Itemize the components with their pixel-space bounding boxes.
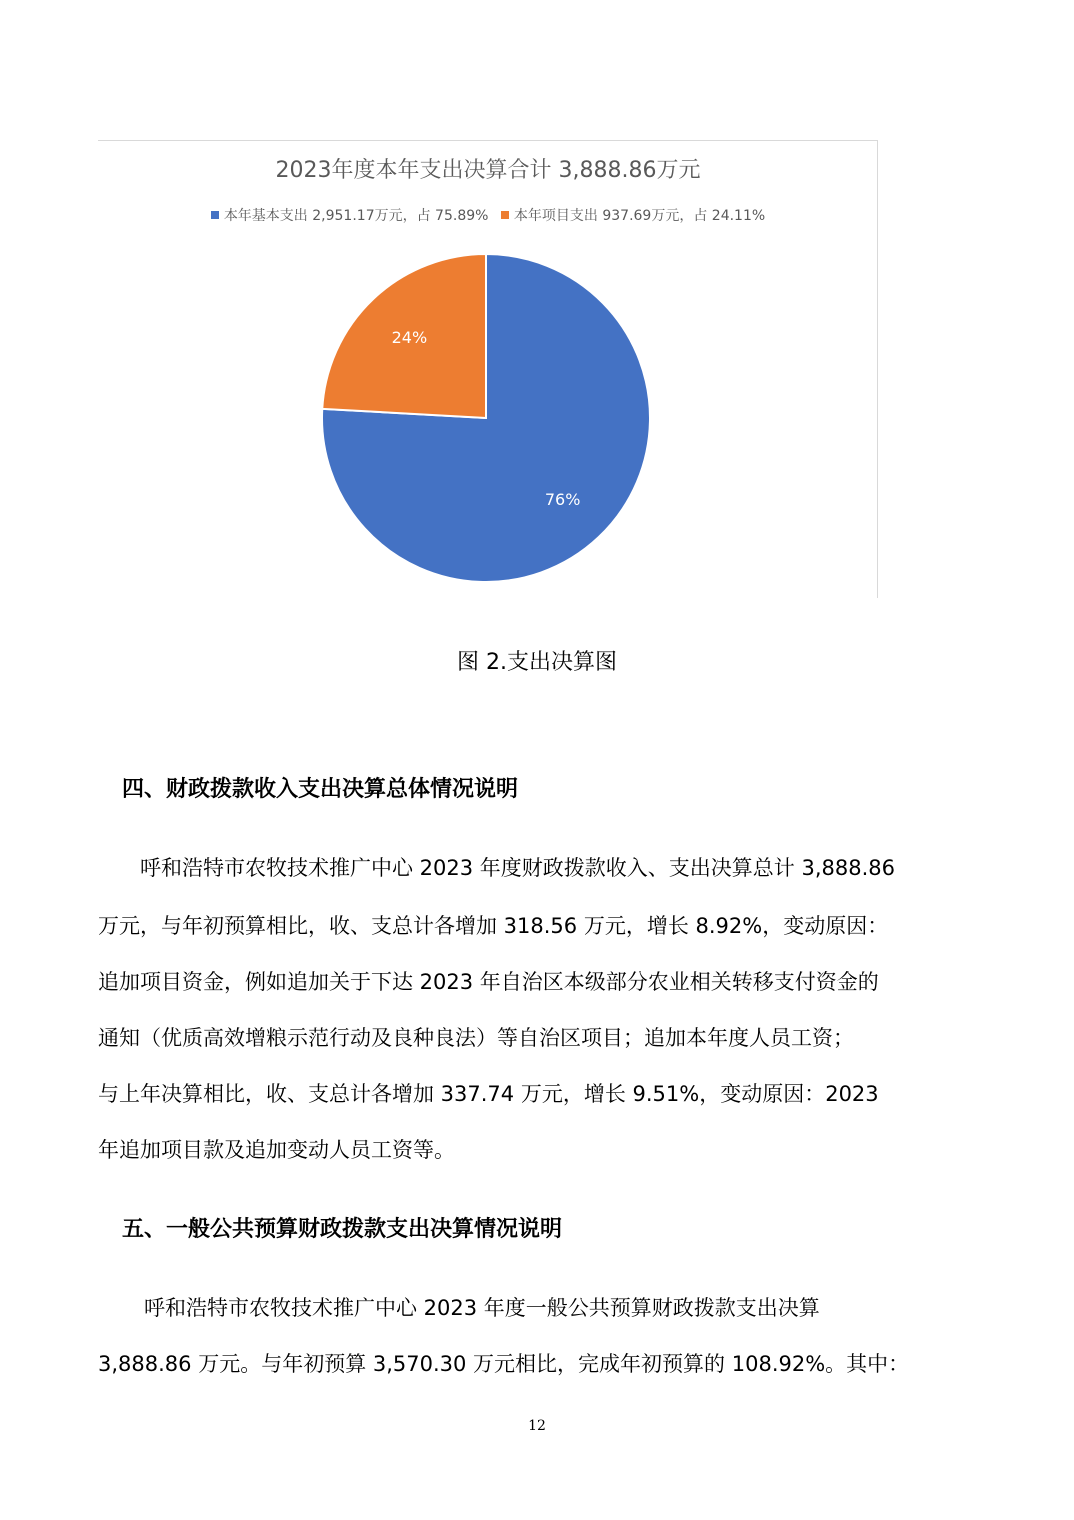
paragraph-line: 万元，与年初预算相比，收、支总计各增加 318.56 万元，增长 8.92%，变动原因： [98,914,889,938]
paragraph-line: 追加项目资金，例如追加关于下达 2023 年自治区本级部分农业相关转移支付资金的 [98,970,879,994]
paragraph-line: 呼和浩特市农牧技术推广中心 2023 年度一般公共预算财政拨款支出决算 [144,1296,820,1320]
legend-label-basic: 本年基本支出 2,951.17万元，占 75.89% [223,208,489,224]
section-heading-5: 五、一般公共预算财政拨款支出决算情况说明 [122,1217,563,1242]
legend-label-project: 本年项目支出 937.69万元，占 24.11% [513,208,766,224]
legend-swatch-basic [211,211,219,219]
chart-legend [98,205,878,225]
paragraph-line: 呼和浩特市农牧技术推广中心 2023 年度财政拨款收入、支出决算总计 3,888.86 [140,856,895,880]
legend-item-basic [211,205,489,225]
expenditure-pie-chart [98,140,878,598]
legend-item-project [501,205,765,225]
section-heading-4: 四、财政拨款收入支出决算总体情况说明 [122,777,519,802]
legend-swatch-project [501,211,509,219]
page-number: 12 [528,1418,546,1434]
paragraph-line: 通知（优质高效增粮示范行动及良种良法）等自治区项目；追加本年度人员工资； [98,1026,854,1050]
paragraph-line: 年追加项目款及追加变动人员工资等。 [98,1138,455,1162]
pie-data-label-basic: 76% [544,490,581,510]
paragraph-line: 与上年决算相比，收、支总计各增加 337.74 万元，增长 9.51%，变动原因：2023 [98,1082,879,1106]
chart-title: 2023年度本年支出决算合计 3,888.86万元 [275,158,701,183]
paragraph-line: 3,888.86 万元。与年初预算 3,570.30 万元相比，完成年初预算的 108.92%。其中： [98,1352,910,1376]
figure-caption: 图 2.支出决算图 [457,650,617,675]
pie-data-label-project: 24% [391,327,428,347]
